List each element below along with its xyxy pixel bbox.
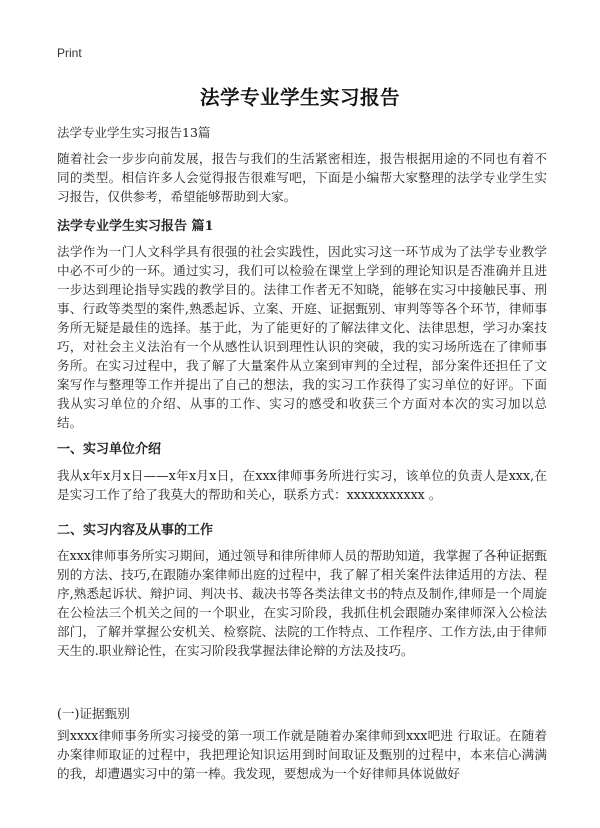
evidence-paragraph: 到xxxx律师事务所实习接受的第一项工作就是随着办案律师到xxx吧进 行取证。在随着办案律师取证的过程中，我把理论知识运用到时间取证及甄别的过程中，本来信心满满的我，却遭遇实习中的第一棒。我发现，要想成为一个好律师具体说做好 [57, 728, 547, 781]
print-link[interactable]: Print [57, 46, 82, 60]
document-title: 法学专业学生实习报告 [199, 86, 400, 109]
intro-paragraph: 随着社会一步步向前发展，报告与我们的生活紧密相连，报告根据用途的不同也有着不同的类型。相信许多人会觉得报告很难写吧，下面是小编帮大家整理的法学专业学生实习报告，仅供参考，希望能够帮助到大家。 [57, 151, 547, 204]
section1-paragraph: 法学作为一门人文科学具有很强的社会实践性，因此实习这一环节成为了法学专业教学中必不可少的一环。通过实习，我们可以检验在课堂上学到的理论知识是否准确并且进一步达到理论指导实践的教学目的。法律工作者无不知晓，能够在实习中接触民事、刑事、行政等类型的案件,熟悉起诉、立案、开庭、证据甄别、审判等等各个环节，律师事务所无疑是最佳的选择。基于此，为了能更好的了解法律文化、法律思想，学习办案技巧，对社会主义法治有一个从感性认识到理性认识的突破，我的实习场所选在了律师事务所。在实习过程中，我了解了大量案件从立案到审判的全过程，部分案件还担任了文案写作与整理等工作并提出了自己的想法，我的实习工作获得了实习单位的好评。下面我从实习单位的介绍、从事的工作、实习的感受和收获三个方面对本次的实习加以总结。 [57, 244, 547, 430]
unit-intro-heading: 一、实习单位介绍 [57, 442, 162, 457]
unit-intro-paragraph: 我从x年x月x日——x年x月x日，在xxx律师事务所进行实习，该单位的负责人是xxx,在是实习工作了给了我莫大的帮助和关心，联系方式：xxxxxxxxxxx 。 [57, 468, 547, 502]
section1-heading: 法学专业学生实习报告 篇1 [57, 219, 214, 234]
document-subtitle: 法学专业学生实习报告13篇 [57, 125, 211, 140]
work-content-heading: 二、实习内容及从事的工作 [57, 523, 214, 538]
work-content-paragraph: 在xxx律师事务所实习期间，通过领导和律所律师人员的帮助知道，我掌握了各种证据甄别的方法、技巧,在跟随办案律师出庭的过程中，我了解了相关案件法律适用的方法、程序,熟悉起诉状、辩护词、判决书、裁决书等各类法律文书的特点及制作,律师是一个周旋在公检法三个机关之间的一个职业，在实习阶段，我抓住机会跟随办案律师深入公检法部门，了解并掌握公安机关、检察院、法院的工作特点、工作程序、工作方法,由于律师天生的.职业辩论性，在实习阶段我掌握法律论辩的方法及技巧。 [57, 548, 547, 658]
evidence-subheading: (一)证据甄别 [57, 706, 130, 721]
